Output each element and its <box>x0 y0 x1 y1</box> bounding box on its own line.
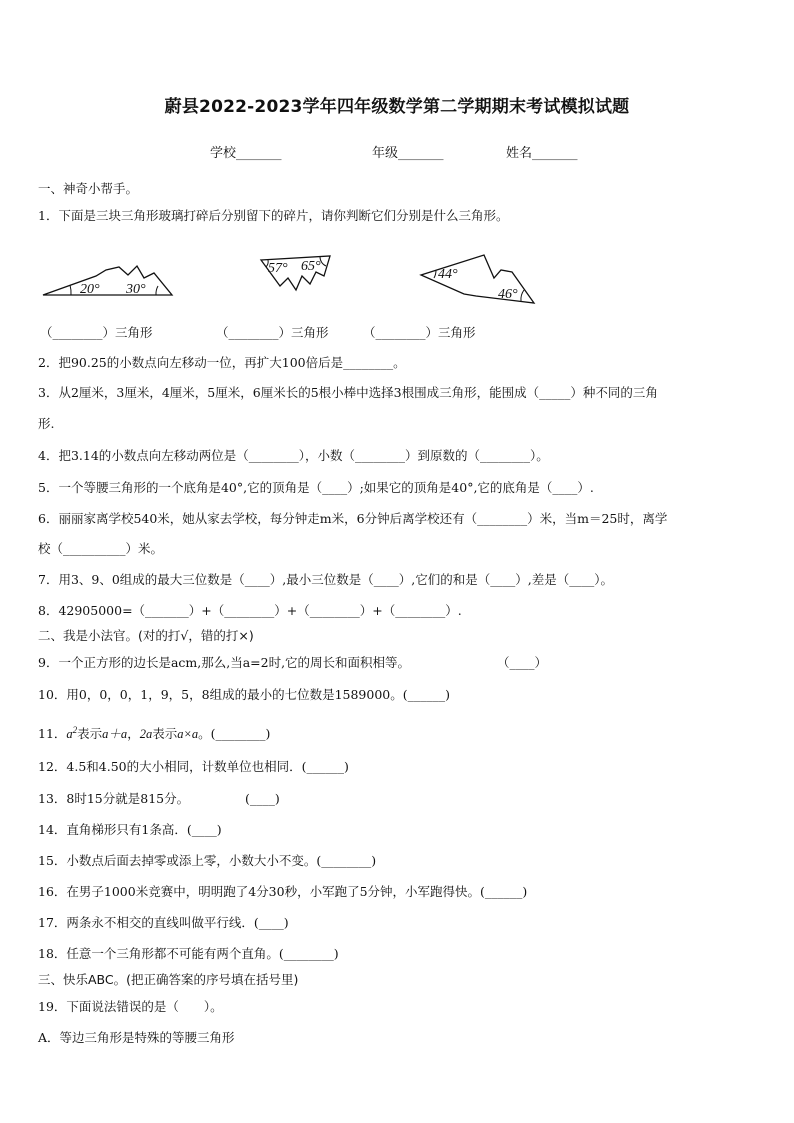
angle-label-30: 30° <box>126 282 146 297</box>
triangle-type-answer-3[interactable]: （________）三角形 <box>363 325 476 340</box>
question-12: 12．4.5和4.50的大小相同，计数单位也相同．(______) <box>38 759 349 774</box>
question-3-line-1: 3．从2厘米，3厘米，4厘米，5厘米，6厘米长的5根小棒中选择3根围成三角形，能围成（_____）种不同的三角 <box>38 385 658 400</box>
question-5: 5．一个等腰三角形的一个底角是40°,它的顶角是（____）;如果它的顶角是40°,它的底角是（____）. <box>38 480 594 495</box>
math-a-plus-a: a＋a <box>102 727 128 742</box>
school-field[interactable]: 学校_______ <box>210 146 282 161</box>
section-2-heading: 二、我是小法官。(对的打√，错的打×) <box>38 628 254 643</box>
question-7: 7．用3、9、0组成的最大三位数是（____）,最小三位数是（____）,它们的和是（____）,差是（____）。 <box>38 572 613 587</box>
question-2: 2．把90.25的小数点向左移动一位，再扩大100倍后是________。 <box>38 355 406 370</box>
question-11-number: 11． <box>38 726 67 742</box>
question-11-answer-blank[interactable]: 。(________) <box>198 726 271 742</box>
question-1: 1．下面是三块三角形玻璃打碎后分别留下的碎片，请你判断它们分别是什么三角形。 <box>38 208 509 223</box>
math-2a: 2a <box>139 727 153 742</box>
question-18: 18．任意一个三角形都不可能有两个直角。(________) <box>38 946 339 961</box>
question-16: 16．在男子1000米竞赛中，明明跑了4分30秒，小军跑了5分钟，小军跑得快。(______) <box>38 884 528 899</box>
question-15: 15．小数点后面去掉零或添上零，小数大小不变。(________) <box>38 853 377 868</box>
question-6-line-2: 校（__________）米。 <box>38 541 164 556</box>
math-a-times-a: a×a <box>177 727 199 742</box>
section-3-heading: 三、快乐ABC。(把正确答案的序号填在括号里) <box>38 972 299 987</box>
question-13: 13．8时15分就是815分。 <box>38 791 190 806</box>
question-4: 4．把3.14的小数点向左移动两位是（________），小数（________）到原数的（________）。 <box>38 448 549 463</box>
angle-label-57: 57° <box>268 261 288 276</box>
triangle-fragment-2-figure <box>258 254 336 294</box>
question-10: 10．用0，0，0，1，9，5，8组成的最小的七位数是1589000。(______) <box>38 687 451 702</box>
angle-label-20: 20° <box>80 282 100 297</box>
section-1-heading: 一、神奇小帮手。 <box>38 181 139 196</box>
question-17: 17．两条永不相交的直线叫做平行线．(____) <box>38 915 289 930</box>
question-14: 14．直角梯形只有1条高．(____) <box>38 822 222 837</box>
question-19: 19．下面说法错误的是（ ）。 <box>38 999 223 1014</box>
question-19-option-a[interactable]: A．等边三角形是特殊的等腰三角形 <box>38 1030 235 1045</box>
question-3-line-2: 形. <box>38 416 55 431</box>
question-9: 9．一个正方形的边长是acm,那么,当a=2时,它的周长和面积相等。 <box>38 655 411 670</box>
triangle-type-answer-1[interactable]: （________）三角形 <box>40 325 153 340</box>
question-11-text-1: 表示 <box>77 726 103 742</box>
question-11 <box>38 722 270 742</box>
question-9-answer-blank[interactable]: （____） <box>497 655 548 670</box>
question-11-separator: ， <box>127 726 140 742</box>
angle-arc-30 <box>156 286 158 295</box>
page-title: 蔚县2022-2023学年四年级数学第二学期期末考试模拟试题 <box>164 97 630 117</box>
question-8: 8．42905000=（_______）+（________）+（________）+（________）. <box>38 603 462 618</box>
question-6-line-1: 6．丽丽家离学校540米，她从家去学校，每分钟走m米，6分钟后离学校还有（________）米，当m＝25时，离学 <box>38 511 668 526</box>
triangle-fragment-3-figure <box>418 252 538 306</box>
angle-arc-46 <box>521 290 524 301</box>
angle-arc-65 <box>320 257 326 266</box>
angle-label-46: 46° <box>498 287 518 302</box>
question-11-text-2: 表示 <box>152 726 178 742</box>
grade-field[interactable]: 年级_______ <box>372 146 444 161</box>
name-field[interactable]: 姓名_______ <box>506 146 578 161</box>
question-13-answer-blank[interactable]: (____) <box>245 791 280 806</box>
angle-label-44: 44° <box>438 267 458 282</box>
triangle-type-answer-2[interactable]: （________）三角形 <box>216 325 329 340</box>
angle-label-65: 65° <box>301 259 321 274</box>
math-a-squared: $a^2$ <box>66 725 78 742</box>
triangle-fragment-1-shape <box>43 266 172 295</box>
triangle-fragment-1-figure <box>40 258 180 302</box>
angle-arc-20 <box>70 285 71 295</box>
